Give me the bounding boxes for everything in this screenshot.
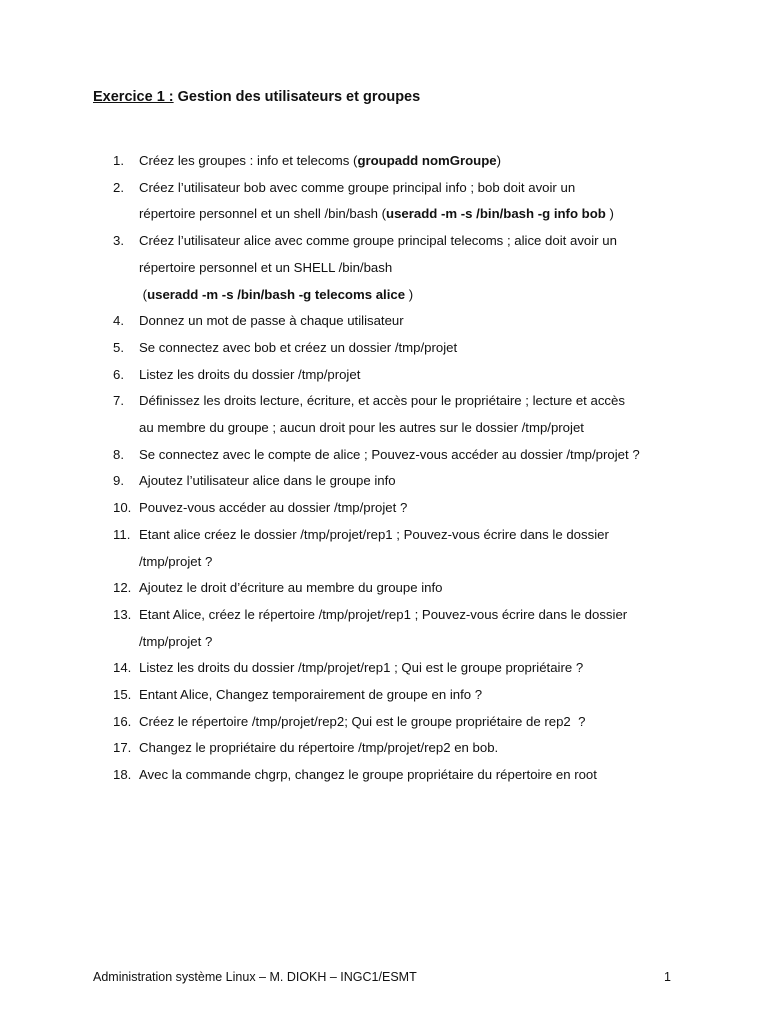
item-line: Entant Alice, Changez temporairement de groupe en info ?: [139, 687, 483, 703]
list-item: [113, 575, 713, 602]
list-item: [113, 228, 713, 308]
list-item: [113, 362, 713, 389]
item-number: 17.: [113, 740, 132, 756]
list-item: [113, 682, 713, 709]
item-line: Changez le propriétaire du répertoire /tmp/projet/rep2 en bob.: [139, 740, 499, 756]
page-footer: Administration système Linux – M. DIOKH – INGC1/ESMT: [93, 970, 417, 984]
item-number: 9.: [113, 473, 124, 489]
item-line: Définissez les droits lecture, écriture, et accès pour le propriétaire ; lecture et accès: [139, 393, 625, 409]
item-line: Etant alice créez le dossier /tmp/projet/rep1 ; Pouvez-vous écrire dans le dossier: [139, 526, 609, 542]
item-line: Ajoutez l’utilisateur alice dans le groupe info: [139, 473, 396, 489]
item-number: 2.: [113, 179, 124, 195]
command-text: groupadd nomGroupe: [357, 153, 497, 168]
item-number: 13.: [113, 606, 132, 622]
item-number: 14.: [113, 660, 132, 676]
item-number: 16.: [113, 713, 132, 729]
list-item: [113, 655, 713, 682]
page-number: 1: [664, 970, 671, 984]
item-number: 1.: [113, 153, 124, 168]
item-number: 12.: [113, 580, 132, 596]
item-line: Listez les droits du dossier /tmp/projet: [139, 366, 361, 382]
item-line: Ajoutez le droit d’écriture au membre du groupe info: [139, 580, 443, 596]
item-line: Créez le répertoire /tmp/projet/rep2; Qui est le groupe propriétaire de rep2 ?: [139, 713, 586, 729]
list-item: [113, 762, 713, 789]
item-number: 18.: [113, 767, 132, 783]
item-number: 15.: [113, 687, 132, 703]
item-line: [139, 282, 713, 309]
item-number: 11.: [113, 526, 131, 542]
exercise-heading: Gestion des utilisateurs et groupes: [173, 89, 421, 105]
item-line: /tmp/projet ?: [139, 553, 213, 569]
item-line: au membre du groupe ; aucun droit pour les autres sur le dossier /tmp/projet: [139, 420, 584, 436]
item-number: 6.: [113, 366, 124, 382]
item-line: Donnez un mot de passe à chaque utilisateur: [139, 313, 404, 329]
item-line: Se connectez avec bob et créez un dossier /tmp/projet: [139, 339, 458, 355]
list-item: [113, 602, 713, 655]
item-text: ): [605, 206, 614, 222]
item-line: /tmp/projet ?: [139, 633, 213, 649]
item-line: [139, 148, 713, 175]
list-item: [113, 522, 713, 575]
item-line: répertoire personnel et un SHELL /bin/bash: [139, 259, 393, 275]
item-line: Créez l’utilisateur bob avec comme groupe principal info ; bob doit avoir un: [139, 179, 576, 195]
item-number: 3.: [113, 233, 124, 249]
item-line: [139, 201, 713, 228]
exercise-title: [93, 89, 420, 105]
list-item: [113, 735, 713, 762]
item-line: Etant Alice, créez le répertoire /tmp/projet/rep1 ; Pouvez-vous écrire dans le dossier: [139, 606, 628, 622]
item-text: répertoire personnel et un shell /bin/bash (: [139, 206, 387, 222]
list-item: [113, 709, 713, 736]
item-number: 7.: [113, 393, 124, 409]
list-item: [113, 308, 713, 335]
item-number: 10.: [113, 500, 132, 516]
item-text: ): [405, 286, 414, 302]
item-line: Pouvez-vous accéder au dossier /tmp/projet ?: [139, 500, 408, 516]
exercise-list: [113, 148, 713, 789]
item-line: Avec la commande chgrp, changez le groupe propriétaire du répertoire en root: [139, 767, 597, 783]
list-item: [113, 442, 713, 469]
item-line: Listez les droits du dossier /tmp/projet/rep1 ; Qui est le groupe propriétaire ?: [139, 660, 584, 676]
list-item: [113, 388, 713, 441]
item-text: Créez les groupes : info et telecoms (: [139, 153, 358, 168]
list-item: [113, 468, 713, 495]
item-number: 8.: [113, 446, 124, 462]
list-item: [113, 495, 713, 522]
item-number: 5.: [113, 339, 124, 355]
exercise-label: Exercice 1 :: [93, 89, 174, 105]
list-item: [113, 175, 713, 228]
list-item: [113, 148, 713, 175]
item-number: 4.: [113, 313, 124, 329]
item-text: ): [496, 153, 502, 168]
item-line: Créez l’utilisateur alice avec comme groupe principal telecoms ; alice doit avoir un: [139, 233, 617, 249]
command-text: useradd -m -s /bin/bash -g telecoms alice: [147, 286, 406, 302]
item-text: (: [139, 286, 148, 302]
command-text: useradd -m -s /bin/bash -g info bob: [386, 206, 606, 222]
item-line: Se connectez avec le compte de alice ; Pouvez-vous accéder au dossier /tmp/projet ?: [139, 446, 640, 462]
list-item: [113, 335, 713, 362]
